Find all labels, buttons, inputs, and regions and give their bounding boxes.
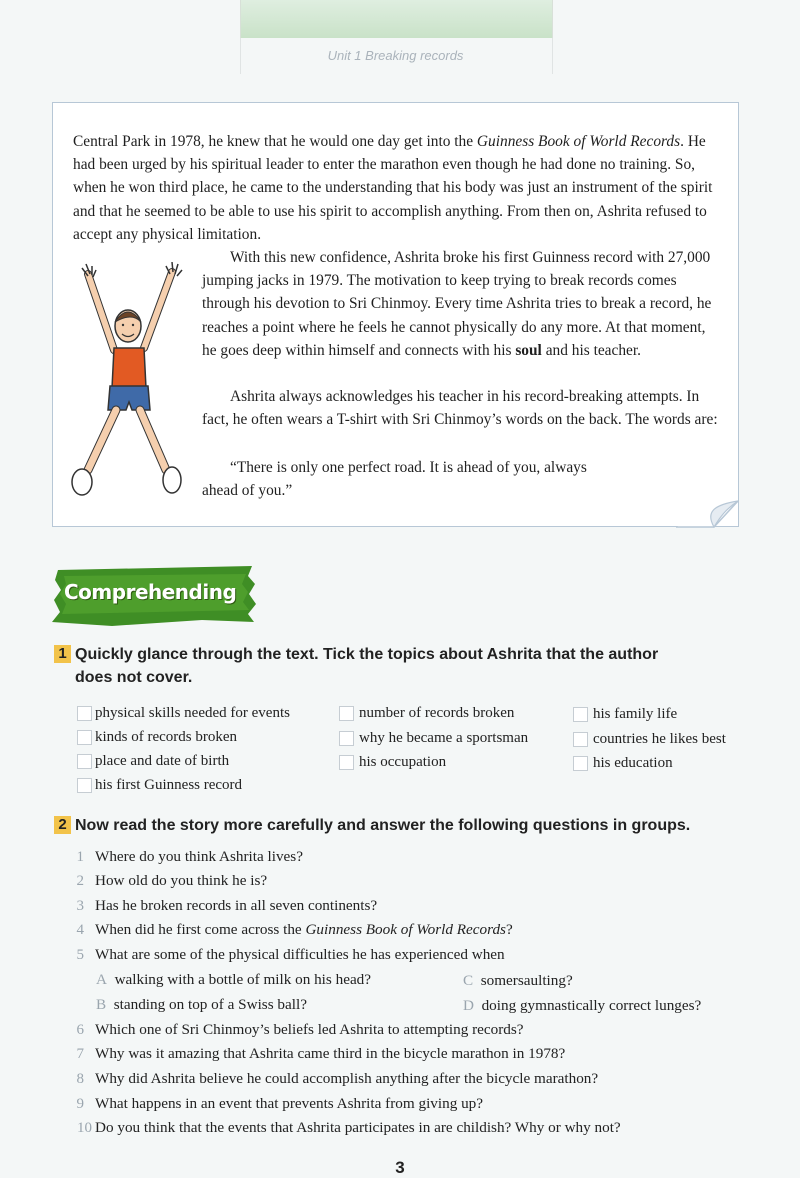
checkbox-first-guinness-record[interactable] xyxy=(77,778,92,793)
section-title: Comprehending xyxy=(64,580,237,604)
question-item: Has he broken records in all seven continents? xyxy=(95,897,378,914)
checkbox-occupation[interactable] xyxy=(339,755,354,770)
checkbox-place-date-birth[interactable] xyxy=(77,754,92,769)
sub-item-d: D doing gymnastically correct lunges? xyxy=(463,997,702,1014)
question-item-number: 1 xyxy=(76,849,84,865)
checkbox-countries[interactable] xyxy=(573,732,588,747)
checkbox-family-life[interactable] xyxy=(573,707,588,722)
story-paragraph-3: Ashrita always acknowledges his teacher in his record-breaking attempts. In fact, he often wears a T-shirt with Sri Chinmoy’s words on the back. The words are: xyxy=(202,388,718,429)
question-item-number: 7 xyxy=(76,1046,84,1062)
checkbox-kinds-of-records[interactable] xyxy=(77,730,92,745)
option-why-sportsman: why he became a sportsman xyxy=(359,730,529,746)
runner-illustration xyxy=(66,262,196,500)
option-occupation: his occupation xyxy=(359,754,447,770)
option-physical-skills: physical skills needed for events xyxy=(95,705,290,721)
story-paragraph-1: Central Park in 1978, he knew that he would one day get into the Guinness Book of World Records. He had been urged by his spiritual leader to enter the marathon even though he had done no training. So, when he won third place, he came to the understanding that his body was just an instrument of the spirit and that he seemed to be able to use his spirit to accomplish anything. From then on, Ashrita refused to accept any physical limitation. xyxy=(73,133,713,243)
question-item-number: 8 xyxy=(76,1071,84,1087)
sub-item-a: A walking with a bottle of milk on his head? xyxy=(96,971,372,988)
question-number-2: 2 xyxy=(54,816,71,834)
option-family-life: his family life xyxy=(593,706,678,722)
question-item-number: 5 xyxy=(76,947,84,963)
page-number: 3 xyxy=(395,1158,405,1177)
question-item: Where do you think Ashrita lives? xyxy=(95,848,303,865)
question-item: How old do you think he is? xyxy=(95,872,268,889)
header-illustration xyxy=(240,0,553,38)
unit-label: Unit 1 Breaking records xyxy=(327,48,464,63)
option-place-date-birth: place and date of birth xyxy=(95,753,230,769)
checkbox-why-sportsman[interactable] xyxy=(339,731,354,746)
question-item: When did he first come across the Guinness Book of World Records? xyxy=(95,921,513,938)
question-item-number: 9 xyxy=(76,1096,84,1112)
question-item-number: 3 xyxy=(76,898,84,914)
question-1-text: Quickly glance through the text. Tick the topics about Ashrita that the author does not cover. xyxy=(75,646,659,686)
checkbox-education[interactable] xyxy=(573,756,588,771)
question-item: What happens in an event that prevents Ashrita from giving up? xyxy=(95,1095,484,1112)
option-countries: countries he likes best xyxy=(593,731,726,747)
question-item: What are some of the physical difficulties he has experienced when xyxy=(95,946,505,963)
option-kinds-of-records: kinds of records broken xyxy=(95,729,238,745)
sub-item-c: C somersaulting? xyxy=(463,972,573,989)
question-item: Do you think that the events that Ashrita participates in are childish? Why or why not? xyxy=(95,1119,621,1136)
option-first-guinness-record: his first Guinness record xyxy=(95,777,243,793)
question-item: Why was it amazing that Ashrita came third in the bicycle marathon in 1978? xyxy=(95,1045,566,1062)
checkbox-physical-skills[interactable] xyxy=(77,706,92,721)
sub-item-b: B standing on top of a Swiss ball? xyxy=(96,996,307,1013)
story-paragraph-2: With this new confidence, Ashrita broke his first Guinness record with 27,000 jumping jacks in 1979. The motivation to keep trying to break records comes through his devotion to Sri Chinmoy. Every time Ashrita tries to break a record, he reaches a point where he feels he cannot physically do any more. At that moment, he goes deep within himself and connects with his soul and his teacher. xyxy=(202,249,712,359)
option-number-of-records: number of records broken xyxy=(359,705,515,721)
question-item-number: 2 xyxy=(76,873,84,889)
question-item-number: 4 xyxy=(76,922,84,938)
question-item-number: 10 xyxy=(77,1120,92,1136)
story-quote: “There is only one perfect road. It is ahead of you, always ahead of you.” xyxy=(202,459,587,500)
question-item: Which one of Sri Chinmoy’s beliefs led Ashrita to attempting records? xyxy=(95,1021,524,1038)
question-number-1: 1 xyxy=(54,645,71,663)
question-item: Why did Ashrita believe he could accomplish anything after the bicycle marathon? xyxy=(95,1070,599,1087)
question-2-text: Now read the story more carefully and answer the following questions in groups. xyxy=(75,817,691,834)
option-education: his education xyxy=(593,755,673,771)
checkbox-number-of-records[interactable] xyxy=(339,706,354,721)
question-item-number: 6 xyxy=(76,1022,84,1038)
